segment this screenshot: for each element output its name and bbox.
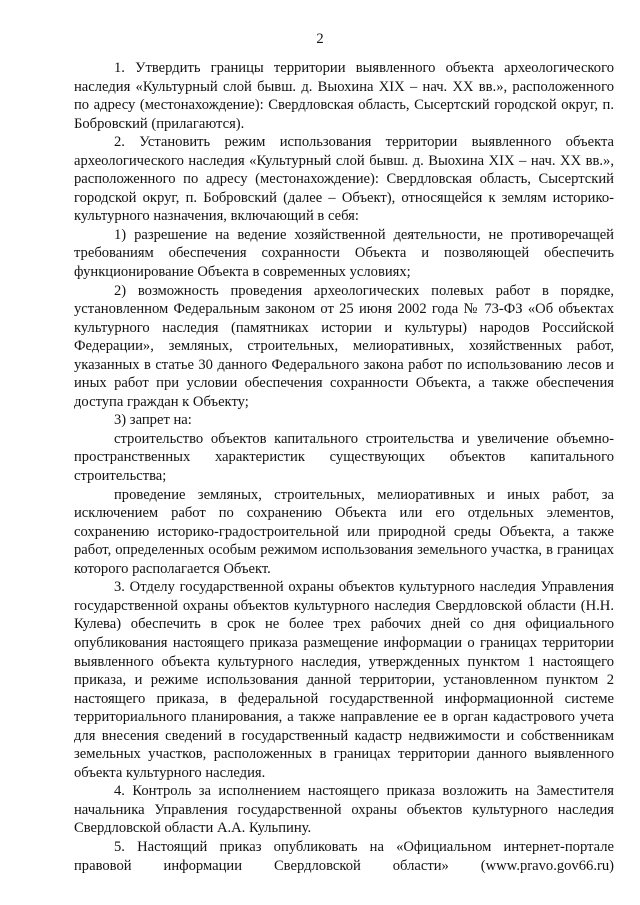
- paragraph-subitem-1-permission: 1) разрешение на ведение хозяйственной деятельности, не противоречащей требованиям обеспечения сохранности Объекта и позволяющей обеспечить функционирование Объекта в современных условиях;: [74, 226, 614, 281]
- paragraph-item-2-regime: 2. Установить режим использования территории выявленного объекта археологического наследия «Культурный слой бывш. д. Выохина XIX – нач. XX вв.», расположенного по адресу (местонахождение): Свердловская область, Сысертский городской округ, п. Бобровский (далее – Объект), относящейся к землям историко-культурного назначения, включающий в себя:: [74, 134, 614, 225]
- paragraph-subitem-2-possibility: 2) возможность проведения археологических полевых работ в порядке, установленном Федеральным законом от 25 июня 2002 года № 73-ФЗ «Об объектах культурного наследия (памятниках истории и культуры) народов Российской Федерации», земляных, строительных, мелиоративных, хозяйственных работ, указанных в статье 30 данного Федерального закона работ по использованию лесов и иных работ при условии обеспечения сохранности Объекта, а также обеспечения доступа граждан к Объекту;: [74, 282, 614, 410]
- paragraph-subitem-3-prohibition: 3) запрет на:: [114, 412, 192, 429]
- document-body: [74, 59, 614, 875]
- page-number: 2: [316, 31, 324, 47]
- paragraph-prohibition-construction: строительство объектов капитального строительства и увеличение объемно-пространственных характеристик существующих объектов капитального строительства;: [74, 430, 614, 485]
- paragraph-item-1-borders: 1. Утвердить границы территории выявленного объекта археологического наследия «Культурный слой бывш. д. Выохина XIX – нач. XX вв.», расположенного по адресу (местонахождение): Свердловская область, Сысертский городской округ, п. Бобровский (прилагаются).: [74, 60, 614, 132]
- paragraph-item-5-publication: 5. Настоящий приказ опубликовать на «Официальном интернет-портале правовой информации Свердловской области» (www.pravo.gov66.ru): [74, 838, 614, 874]
- paragraph-prohibition-works: проведение земляных, строительных, мелиоративных и иных работ, за исключением работ по сохранению Объекта или его отдельных элементов, сохранению историко-градостроительной или природной среды Объекта, а также работ, определенных особым режимом использования земельного участка, в границах которого располагается Объект.: [74, 486, 614, 577]
- paragraph-item-3-department: 3. Отделу государственной охраны объектов культурного наследия Управления государственной охраны объектов культурного наследия Свердловской области (Н.Н. Кулева) обеспечить в срок не более трех рабочих дней со дня официального опубликования настоящего приказа размещение информации о границах территории выявленного объекта культурного наследия, утвержденных пунктом 1 настоящего приказа, и режиме использования данной территории, установленном пунктом 2 настоящего приказа, в федеральной государственной информационной системе территориального планирования, а также направление ее в орган кадастрового учета для внесения сведений в государственный кадастр недвижимости и собственникам земельных участков, расположенных в границах территории данного выявленного объекта культурного наследия.: [74, 579, 614, 781]
- paragraph-item-4-control: 4. Контроль за исполнением настоящего приказа возложить на Заместителя начальника Управления государственной охраны объектов культурного наследия Свердловской области А.А. Кульпину.: [74, 783, 614, 837]
